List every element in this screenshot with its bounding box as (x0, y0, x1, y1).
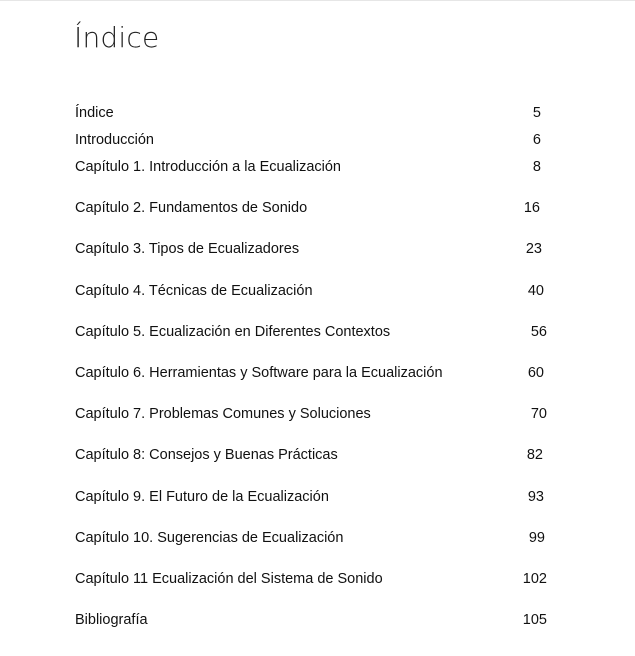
toc-entry-capitulo-10[interactable] (75, 528, 545, 548)
toc-entry-page: 6 (532, 132, 541, 148)
toc-entry-label: Capítulo 1. Introducción a la Ecualización (75, 159, 341, 175)
toc-entry-page: 99 (528, 530, 545, 546)
toc-entry-page: 70 (530, 406, 547, 422)
toc-entry-page: 5 (532, 105, 541, 121)
toc-entry-capitulo-8[interactable] (75, 445, 545, 465)
page-title: Índice (74, 21, 160, 54)
toc-entry-page: 60 (527, 365, 544, 381)
toc-entry-label: Capítulo 4. Técnicas de Ecualización (75, 283, 313, 299)
toc-entry-capitulo-5[interactable] (75, 322, 545, 342)
toc-entry-label: Capítulo 11 Ecualización del Sistema de Sonido (75, 571, 383, 587)
toc-entry-label: Capítulo 2. Fundamentos de Sonido (75, 200, 308, 216)
toc-entry-page: 82 (526, 447, 543, 463)
toc-entry-page: 105 (522, 612, 547, 628)
toc-entry-label: Capítulo 7. Problemas Comunes y Soluciones (75, 406, 371, 422)
toc-entry-label: Capítulo 6. Herramientas y Software para la Ecualización (75, 365, 443, 381)
toc-entry-label: Capítulo 8: Consejos y Buenas Prácticas (75, 447, 338, 463)
toc-entry-label: Introducción (75, 132, 154, 148)
toc-entry-capitulo-7[interactable] (75, 404, 545, 424)
toc-entry-label: Capítulo 3. Tipos de Ecualizadores (75, 241, 300, 257)
toc-entry-label: Bibliografía (75, 612, 148, 628)
toc-entry-page: 16 (523, 200, 540, 216)
toc-entry-capitulo-2[interactable] (75, 198, 545, 218)
toc-entry-capitulo-6[interactable] (75, 363, 545, 383)
toc-entry-page: 102 (522, 571, 547, 587)
toc-entry-introduccion[interactable] (75, 130, 545, 150)
toc-entry-capitulo-9[interactable] (75, 487, 545, 507)
toc-entry-capitulo-1[interactable] (75, 157, 545, 177)
toc-entry-page: 93 (527, 489, 544, 505)
toc-entry-indice[interactable] (75, 103, 545, 123)
toc-entry-page: 40 (527, 283, 544, 299)
toc-entry-label: Capítulo 9. El Futuro de la Ecualización (75, 489, 329, 505)
toc-entry-bibliografia[interactable] (75, 610, 545, 630)
toc-entry-page: 23 (525, 241, 542, 257)
page-top-divider (0, 0, 635, 1)
toc-entry-capitulo-4[interactable] (75, 281, 545, 301)
toc-entry-page: 8 (532, 159, 541, 175)
toc-entry-capitulo-3[interactable] (75, 239, 545, 259)
toc-entry-label: Capítulo 10. Sugerencias de Ecualización (75, 530, 344, 546)
toc-entry-label: Índice (75, 105, 114, 121)
toc-entry-label: Capítulo 5. Ecualización en Diferentes Contextos (75, 324, 391, 340)
toc-entry-page: 56 (530, 324, 547, 340)
toc-entry-capitulo-11[interactable] (75, 569, 545, 589)
